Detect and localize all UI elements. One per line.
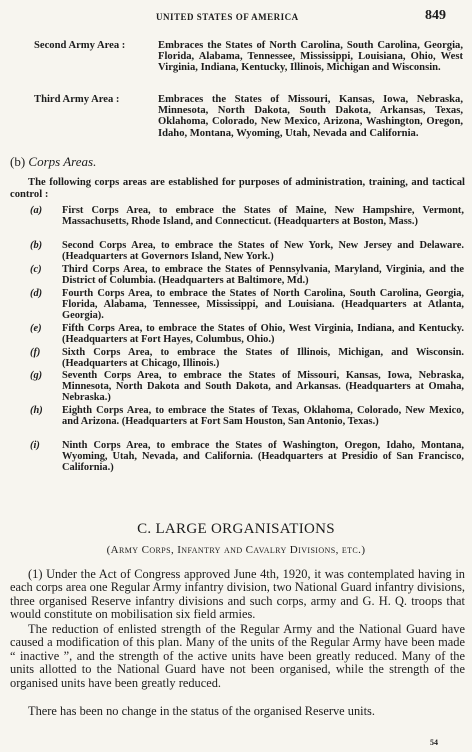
paragraph-text: (1) Under the Act of Congress approved June 4th, 1920, it was contemplated having in each corps area one Regular Army infantry division, two National Guard infantry divisions, three organised Reserve infantry divisions and such corps, army and G. H. Q. troops that would constitute on mobilisation six field armies.: [10, 567, 465, 622]
corps-area-text: Fifth Corps Area, to embrace the States of Ohio, West Virginia, Indiana, and Kentucky. (Headquarters at Fort Hayes, Columbus, Ohio.): [62, 323, 464, 346]
corps-area-text: Fourth Corps Area, to embrace the States of North Carolina, South Carolina, Georgia, Florida, Alabama, Tennessee, Mississippi, and Louisiana. (Headquarters at Atlanta, Georgia).: [62, 288, 464, 322]
section-c-title: C. LARGE ORGANISATIONS: [137, 521, 335, 537]
corps-area-marker: (d): [30, 288, 43, 299]
paragraph-text: There has been no change in the status of the organised Reserve units.: [28, 704, 375, 718]
page-number: 849: [425, 8, 446, 23]
corps-area-marker: (b): [30, 240, 43, 251]
paragraph-text: The reduction of enlisted strength of the Regular Army and the National Guard have caused a modification of this plan. Many of the units of the Regular Army have been made “ inactive ”, and the strength of the active units have been greatly reduced. Many of the units allotted to the National Guard have not been organised, while the strength of the organised units have been greatly reduced.: [10, 622, 465, 690]
army-area-description: Embraces the States of North Carolina, South Carolina, Georgia, Florida, Alabama, Tennessee, Mississippi, Louisiana, Ohio, West Virginia, Indiana, Kentucky, Illinois, Michigan and Wisconsin.: [158, 40, 463, 74]
corps-area-marker: (i): [30, 440, 40, 451]
section-b-heading: [10, 154, 96, 170]
running-head: UNITED STATES OF AMERICA: [156, 12, 299, 22]
corps-area-marker: (c): [30, 264, 42, 275]
corps-area-marker: (f): [30, 347, 41, 358]
corps-area-marker: (h): [30, 405, 43, 416]
army-area-label: Third Army Area :: [34, 94, 120, 105]
body-paragraph: [10, 568, 465, 622]
corps-area-marker: (g): [30, 370, 43, 381]
section-b-marker: (b): [10, 154, 26, 169]
army-area-label: Second Army Area :: [34, 40, 126, 51]
corps-area-text: Ninth Corps Area, to embrace the States of Washington, Oregon, Idaho, Montana, Wyoming, Utah, Nevada, and California. (Headquarters at Presidio of San Francisco, California.): [62, 440, 464, 474]
section-b-title: Corps Areas.: [28, 154, 97, 169]
corps-area-text: Third Corps Area, to embrace the States of Pennsylvania, Maryland, Virginia, and the District of Columbia. (Headquarters at Baltimore, Md.): [62, 264, 464, 287]
body-paragraph: [10, 705, 465, 718]
section-b-intro: The following corps areas are established for purposes of administration, training, and tactical control :: [10, 177, 465, 200]
corps-area-text: Second Corps Area, to embrace the States of New York, New Jersey and Delaware. (Headquarters at Governors Island, New York.): [62, 240, 464, 263]
corps-area-text: Sixth Corps Area, to embrace the States of Illinois, Michigan, and Wisconsin. (Headquarters at Chicago, Illinois.): [62, 347, 464, 370]
corps-area-text: First Corps Area, to embrace the States of Maine, New Hampshire, Vermont, Massachusetts, Rhode Island, and Connecticut. (Headquarters at Boston, Mass.): [62, 205, 464, 228]
army-area-description: Embraces the States of Missouri, Kansas, Iowa, Nebraska, Minnesota, North Dakota, South Dakota, Arkansas, Texas, Oklahoma, Colorado, New Mexico, Arizona, Washington, Oregon, Idaho, Montana, Wyoming, Utah, Nevada and California.: [158, 94, 463, 139]
signature-mark: 54: [430, 738, 438, 747]
corps-area-marker: (a): [30, 205, 43, 216]
corps-area-marker: (e): [30, 323, 42, 334]
section-c-subtitle: (Army Corps, Infantry and Cavalry Divisions, etc.): [106, 544, 366, 556]
corps-area-text: Seventh Corps Area, to embrace the States of Missouri, Kansas, Iowa, Nebraska, Minnesota, North Dakota and South Dakota, and Arkansas. (Headquarters at Omaha, Nebraska.): [62, 370, 464, 404]
corps-area-text: Eighth Corps Area, to embrace the States of Texas, Oklahoma, Colorado, New Mexico, and Arizona. (Headquarters at Fort Sam Houston, San Antonio, Texas.): [62, 405, 464, 428]
body-paragraph: [10, 623, 465, 690]
